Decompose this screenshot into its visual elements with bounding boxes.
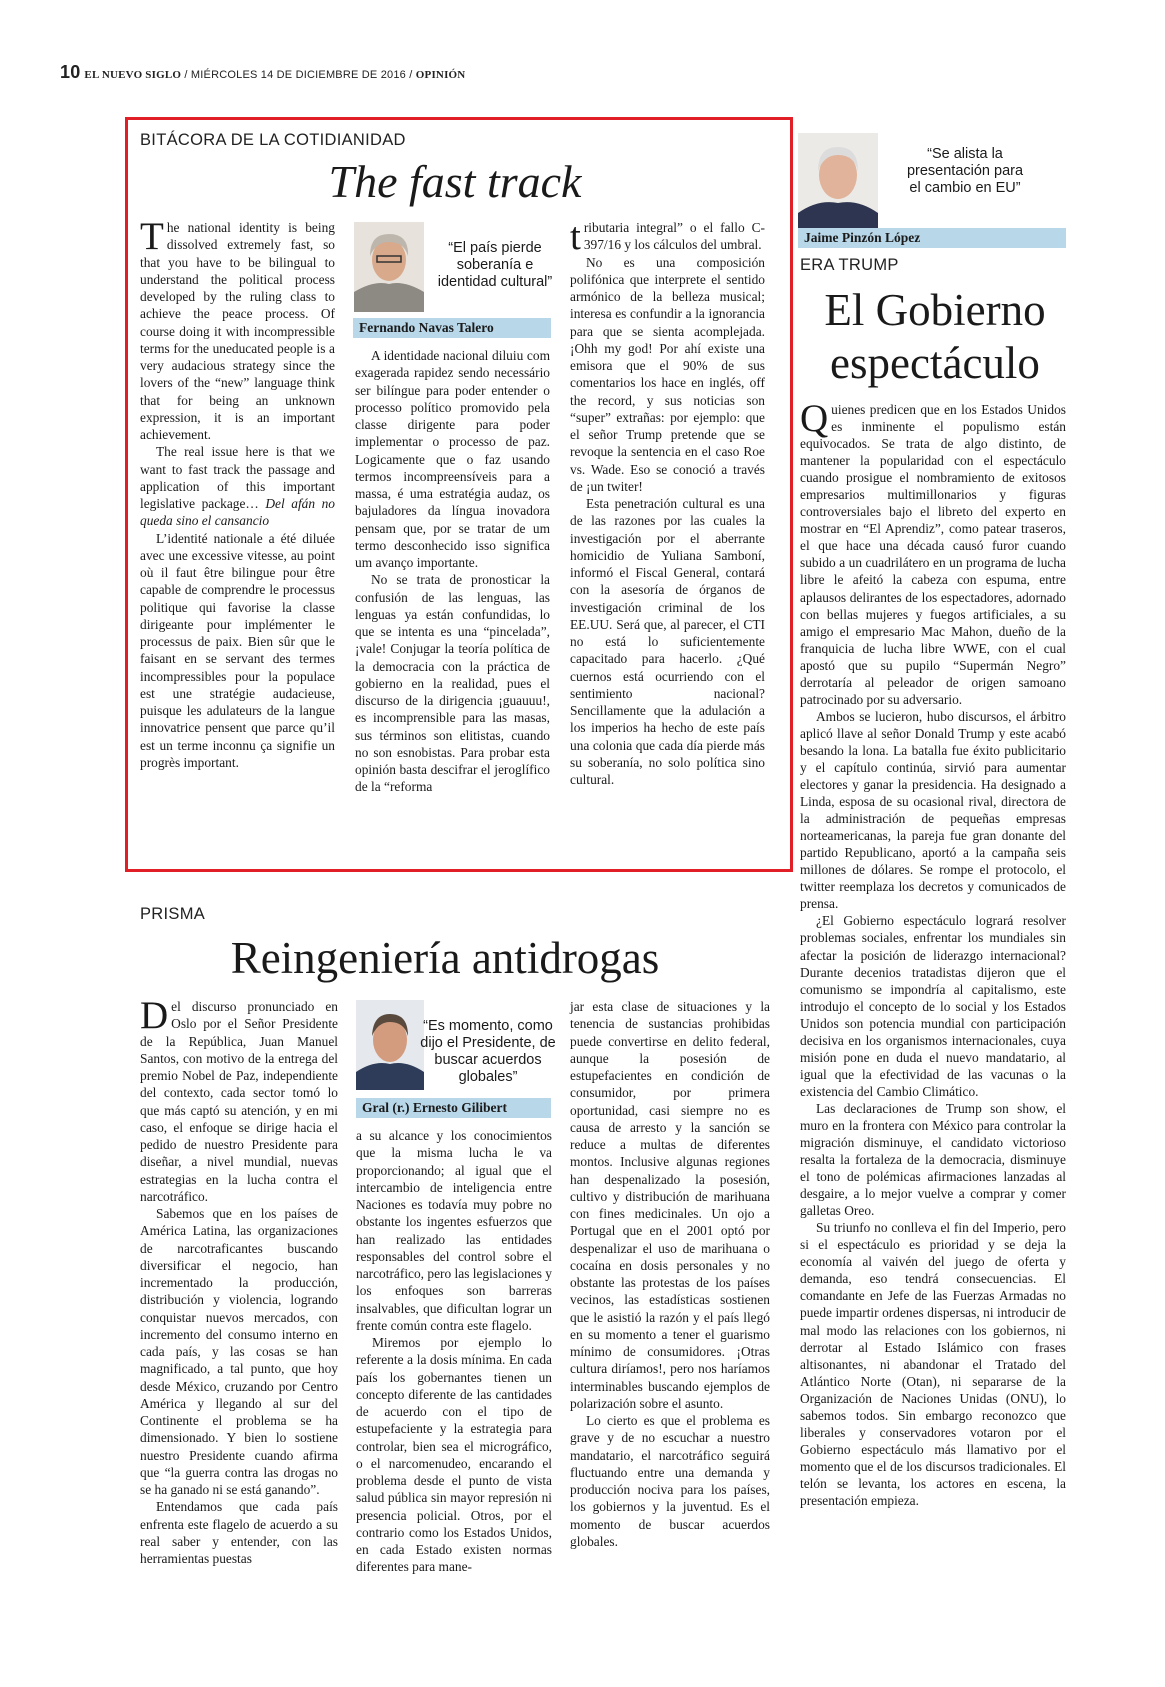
article2-author: Gral (r.) Ernesto Gilibert — [356, 1098, 551, 1118]
paragraph: Quienes predicen que en los Estados Unidos es inminente el populismo están equivocados. Se trata de algo distinto, de mantener la popularidad con el espectáculo cuando prosigue el nombramiento de exitosos empresarios multimillonarios y figuras controversiales bajo el libreto del experto en mostrar en “El Aprendiz”, como patear traseros, el que hace una década causó furor cuando subido a un cuadrilátero en un programa de lucha libre le afeitó la cabeza con espuma, entre aplausos delirantes de los espectadores, adornado con bellas mujeres y fuegos artificiales, a su amigo el empresario Mac Mahon, dueño de la franquicia de lucha libre WWE, con el cual apostó que su pupilo “Supermán Negro” derrotaría al peleador de origen samoano patrocinado por su adversario. — [800, 397, 1066, 707]
portrait-icon — [798, 133, 878, 231]
paragraph: Las declaraciones de Trump son show, el muro en la frontera con México para controlar la migración disminuye, el candidato victorioso resalta la fortaleza de la democracia, disminuye el tono de polémicas afirmaciones lanzadas al desgaire, a lo mejor vuelve a comprar y comer galletas Oreo. — [800, 1100, 1066, 1219]
paragraph: The real issue here is that we want to fast track the passage and application of this important legislative package… Del afán no queda sino el cansancio — [140, 444, 335, 529]
paragraph: Lo cierto es que el problema es grave y de no escuchar a nuestro mandatario, el narcotráfico seguirá fluctuando entre una demanda y producción nociva para los países, los gobiernos y la juventud. Es el momento de buscar acuerdos globales. — [570, 1413, 770, 1549]
paragraph: Su triunfo no conlleva el fin del Imperio, pero si el espectáculo es prioridad y se deja la economía al vaivén del juego de oferta y demanda, eso tendrá consecuencias. El comandante en Jefe de las Fuerzas Armadas no puede impartir ordenes dispersas, ni introducir de mal modo las relaciones con los gobiernos, ni derrotar al Estado Islámico con frases altisonantes, ni abandonar el Tratado del Atlántico Norte (Otan), ni separarse de la Organización de Naciones Unidas (ONU), lo sabemos todos. Sin embargo reconozco que liberales y conservadores votaron por el Gobierno espectáculo más llamativo por el momento que el de los discursos tradicionales. El telón se levanta, los actores en escena, la presentación empieza. — [800, 1220, 1066, 1508]
article1-col2 — [355, 347, 550, 796]
article1-quote: “El país pierde soberanía e identidad cultural” — [437, 240, 553, 290]
article2-col3 — [570, 998, 770, 1550]
article1-col1 — [140, 215, 335, 771]
article3-body — [800, 397, 1066, 1509]
article1-section: BITÁCORA DE LA COTIDIANIDAD — [140, 131, 406, 149]
article3-title: El Gobierno espectáculo — [824, 285, 1046, 388]
article1-col3 — [570, 215, 765, 788]
paper-name: EL NUEVO SIGLO — [84, 69, 182, 81]
portrait-icon — [354, 222, 424, 312]
article2-quote: “Es momento, como dijo el Presidente, de buscar acuerdos globales” — [420, 1018, 556, 1085]
paragraph: Ambos se lucieron, hubo discursos, el árbitro aplicó llave al señor Donald Trump y este acabó besando la lona. La batalla fue éxito publicitario y el capítulo continúa, sirvió para aumentar electores y ganar la presidencia. Ha designado a Linda, esposa de su ocasional rival, directora de la administración de pequeñas empresas norteamericanas, la pareja fue gran donante del partido Republicano, aportó a la campaña seis millones de dólares. Se rompe el protocolo, el twitter reemplaza los decretos y comunicados de prensa. — [800, 708, 1066, 912]
paragraph: A identidade nacional diluiu com exagerada rapidez sendo necessário ser bilíngue para poder entender o processo político promovido pela classe dirigente para poder implementar o processo de paz. Logicamente que o faz usando termos incompreensíveis para a massa, é uma estratégia audaz, os bajuladores da língua inovadora pensam que, por se tratar de um termo desconhecido isso significa um avanço importante. — [355, 348, 550, 570]
paragraph: a su alcance y los conocimientos que la misma lucha le va proporcionando; al igual que el intercambio de inteligencia entre Naciones es todavía muy pobre no obstante los ingentes esfuerzos que han realizado las entidades responsables del control sobre el narcotráfico, pero las legislaciones y los enfoques son barreras insalvables, que dificultan lograr un frente común contra este flagelo. — [356, 1128, 552, 1333]
article3-quote: “Se alista la presentación para el cambio en EU” — [906, 146, 1024, 196]
page-number: 10 — [60, 62, 81, 82]
paragraph: Sabemos que en los países de América Latina, las organizaciones de narcotraficantes buscando diversificar el negocio, han incrementado la producción, distribución y violencia, logrando conquistar nuevos mercados, con incremento del consumo interno en cada país, y las cosas se han magnificado, a tal punto, que hoy desde México, cruzando por Centro América y llegando al sur del Continente el problema se ha dimensionado. Y bien lo sostiene nuestro Presidente cuando afirma que “la guerra contra las drogas no se ha ganado ni se está ganando”. — [140, 1206, 338, 1497]
paragraph: tributaria integral” o el fallo C-397/16 y los cálculos del umbral. — [570, 215, 765, 258]
paragraph: Entendamos que cada país enfrenta este flagelo de acuerdo a su real saber y entender, con las herramientas puestas — [140, 1499, 338, 1566]
article3-author: Jaime Pinzón López — [798, 228, 1066, 248]
paragraph: The national identity is being dissolved extremely fast, so that you have to be bilingual to understand the political process developed by the ruling class to achieve the peace process. Of course doing it with incompressible terms for the uneducated people is a very audacious strategy since the lovers of the “new” language think that for being an unknown expression, it is an important achievement. — [140, 215, 335, 442]
article1-author: Fernando Navas Talero — [353, 318, 551, 338]
paragraph: Miremos por ejemplo lo referente a la dosis mínima. En cada país los gobernantes tienen un concepto diferente de las cantidades de acuerdo con el tipo de estupefaciente y la estrategia para controlar, bien sea el micrográfico, o el narcomenudeo, encarando el problema desde el punto de vista salud pública sin mayor represión ni presencia policial. Otros, por el contrario como los Estados Unidos, en cada Estado existen normas diferentes para mane- — [356, 1335, 552, 1575]
paragraph: No es una composición polifónica que interprete el sentido armónico de la belleza musical; interesa es confundir a la ignorancia para que se sienta acomplejada. ¡Ohh my god! Por ahí existe una emisora que el 90% de sus comentarios los hace en inglés, off the record, y sus noticias son “super” extrañas: por ejemplo: que el señor Trump pretende que se revoque la sentencia en el caso Roe vs. Wade. Eso se conoció a través de ¡un twiter! — [570, 254, 765, 494]
article1-title: The fast track — [328, 156, 582, 207]
section-name: OPINIÓN — [415, 69, 466, 81]
article2-title: Reingeniería antidrogas — [230, 933, 660, 983]
paragraph: ¿El Gobierno espectáculo logrará resolver problemas sociales, enfrentar los mundiales sin afectar la posición de liderazgo internacional? Durante decenios tratadistas dijeron que el comunismo se impondría al capitalismo, este introdujo el concepto de lo social y los Estados Unidos son potencia mundial con participación decisiva en los organismos internacionales, cuya misión pone en duda el nuevo mandatario, al igual que la efectividad de las vacunas o la existencia del Cambio Climático. — [800, 913, 1066, 1099]
author-photo-pinzon — [798, 133, 878, 231]
article2-section: PRISMA — [140, 905, 206, 923]
paragraph: L’identité nationale a été diluée avec une excessive vitesse, au point où il faut être bilingue pour être capable de comprendre le processus politique qui favorise la classe dirigeante pour implémenter le processus de paix. Bien sûr que le faisant en se servant des termes incompressibles pour la populace est une stratégie audacieuse, puisque les adulateurs de la langue innovatrice pensent que parce qu’il est un terme inconnu ça signifie un progrès important. — [140, 530, 335, 770]
article2-col2 — [356, 1127, 552, 1576]
paragraph: No se trata de pronosticar la confusión de las lenguas, las lenguas ya están confundidas, lo que se intenta es una “pincelada”, ¡vale! Conjugar la teoría política de la democracia con la práctica de gobierno en la realidad, pues el discurso de la dirigencia ¡guauuu!, es incomprensible para las masas, sus términos son elitistas, cuando no son esnobistas. Para probar esta opinión basta descifrar el jeroglífico de la “reforma — [355, 572, 550, 795]
author-photo-navas — [354, 222, 424, 312]
paragraph: Del discurso pronunciado en Oslo por el Señor Presidente de la República, Juan Manuel Santos, con motivo de la entrega del premio Nobel de Paz, independiente del contexto, cada sector tomó lo que más captó su atención, y en mi caso, el enfoque se dirige hacia el pedido de nuestro Presidente para diseñar, a nivel mundial, nuevas estrategias en la lucha contra el narcotráfico. — [140, 994, 338, 1204]
date-line: / MIÉRCOLES 14 DE DICIEMBRE DE 2016 / — [181, 69, 416, 81]
article2-col1 — [140, 994, 338, 1567]
paragraph: jar esta clase de situaciones y la tenencia de sustancias prohibidas puede convertirse en delito federal, aunque la posesión de estupefacientes en condición de consumidor, por primera oportunidad, casi siempre no es causa de arresto y la sanción se reduce a multas de diferentes montos. Inclusive algunas regiones han despenalizado la posesión, cultivo y distribución de marihuana con fines medicinales. Un ojo a Portugal que en el 2001 optó por despenalizar el uso de marihuana o cocaína en dosis personales y no obstante las protestas de los países vecinos, las estadísticas sostienen que le asistió la razón y el país llegó en su momento a tener el guarismo mínimo de consumidores. ¡Otras cultura diríamos!, pero nos haríamos interminables buscando ejemplos de polarización sobre el asunto. — [570, 999, 770, 1411]
paragraph: Esta penetración cultural es una de las razones por las cuales la investigación por el aberrante homicidio de Yuliana Samboní, informó el Fiscal General, contará con la asesoría de órganos de investigación criminal de los EE.UU. Será que, al parecer, el CTI no está lo suficientemente capacitado para hacerlo. ¿Qué cuernos está ocurriendo con el sentimiento nacional? Sencillamente que la adulación a los imperios ha hecho de este país una colonia que cada día pierde más su soberanía, no solo política sino cultural. — [570, 496, 765, 787]
article3-section: ERA TRUMP — [800, 256, 899, 274]
italic-phrase: Del afán no queda sino el cansancio — [140, 496, 335, 529]
page-header — [60, 62, 465, 83]
